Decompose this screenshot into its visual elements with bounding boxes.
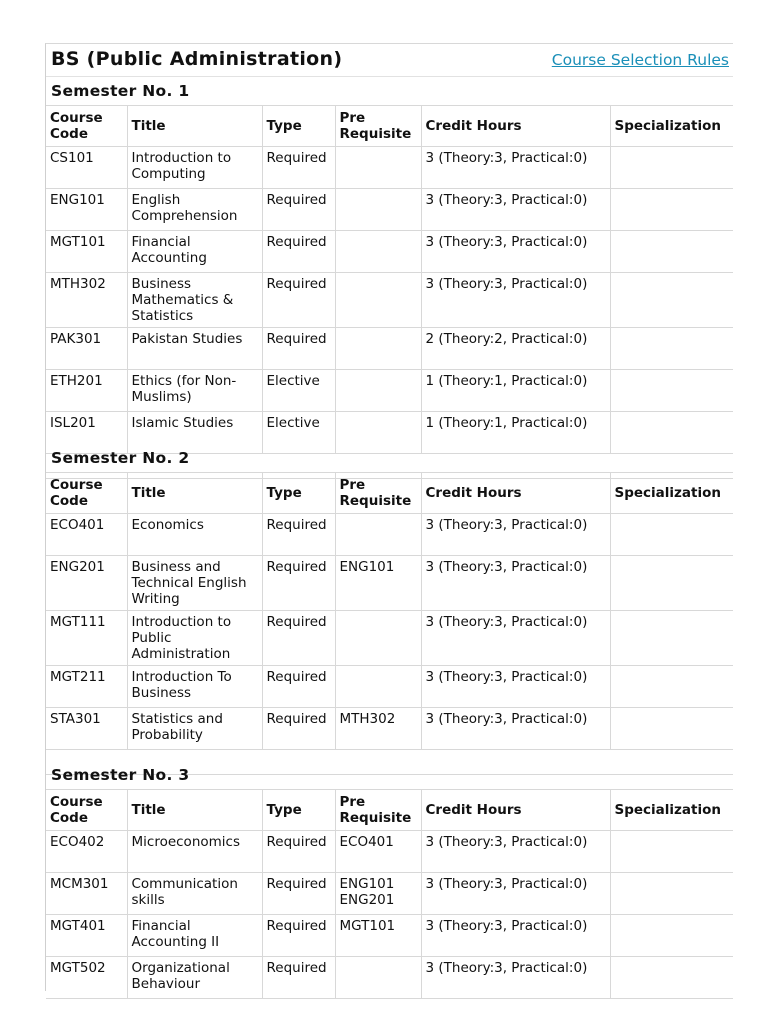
course-code-cell: ENG101 [46, 189, 127, 231]
table-header-row [46, 106, 733, 147]
specialization-cell [610, 708, 733, 750]
column-header: Course Code [46, 790, 127, 831]
table-row [46, 666, 733, 708]
type-cell: Required [262, 957, 335, 999]
column-header: Title [127, 790, 262, 831]
semester-heading [46, 77, 733, 106]
credit-hours-cell: 3 (Theory:3, Practical:0) [421, 514, 610, 556]
credit-hours-cell: 3 (Theory:3, Practical:0) [421, 611, 610, 666]
type-cell: Required [262, 666, 335, 708]
semester-label: Semester No. 2 [51, 449, 190, 467]
table-row [46, 957, 733, 999]
credit-hours-cell: 3 (Theory:3, Practical:0) [421, 915, 610, 957]
semester-block [46, 77, 733, 479]
credit-hours-cell: 3 (Theory:3, Practical:0) [421, 873, 610, 915]
table-row [46, 147, 733, 189]
specialization-cell [610, 873, 733, 915]
course-scheme-sheet [45, 43, 733, 991]
type-cell: Required [262, 611, 335, 666]
prereq-cell [335, 328, 421, 370]
title-cell: Islamic Studies [127, 412, 262, 454]
table-row [46, 273, 733, 328]
prereq-cell: MGT101 [335, 915, 421, 957]
semester-label: Semester No. 3 [51, 766, 190, 784]
title-cell: Economics [127, 514, 262, 556]
semester-block [46, 444, 733, 775]
prereq-cell [335, 370, 421, 412]
specialization-cell [610, 273, 733, 328]
title-cell: Communication skills [127, 873, 262, 915]
type-cell: Required [262, 328, 335, 370]
course-code-cell: STA301 [46, 708, 127, 750]
title-cell: Microeconomics [127, 831, 262, 873]
specialization-cell [610, 514, 733, 556]
column-header: Course Code [46, 106, 127, 147]
credit-hours-cell: 1 (Theory:1, Practical:0) [421, 370, 610, 412]
type-cell: Required [262, 189, 335, 231]
credit-hours-cell: 3 (Theory:3, Practical:0) [421, 831, 610, 873]
type-cell: Required [262, 556, 335, 611]
course-code-cell: MGT502 [46, 957, 127, 999]
column-header: Type [262, 473, 335, 514]
title-row [46, 44, 733, 77]
type-cell: Elective [262, 370, 335, 412]
table-header-row [46, 473, 733, 514]
page-title: BS (Public Administration) [51, 48, 343, 70]
specialization-cell [610, 328, 733, 370]
table-header-row [46, 790, 733, 831]
column-header: Specialization [610, 473, 733, 514]
column-header: Specialization [610, 106, 733, 147]
course-code-cell: ENG201 [46, 556, 127, 611]
table-row [46, 514, 733, 556]
title-cell: Introduction to Public Administration [127, 611, 262, 666]
course-code-cell: PAK301 [46, 328, 127, 370]
title-cell: Introduction To Business [127, 666, 262, 708]
prereq-cell [335, 666, 421, 708]
semester-heading [46, 761, 733, 790]
type-cell: Required [262, 915, 335, 957]
course-table [46, 473, 733, 750]
table-row [46, 328, 733, 370]
specialization-cell [610, 147, 733, 189]
course-table [46, 790, 733, 999]
table-row [46, 708, 733, 750]
table-row [46, 370, 733, 412]
prereq-cell: ENG101 ENG201 [335, 873, 421, 915]
prereq-cell [335, 611, 421, 666]
specialization-cell [610, 611, 733, 666]
course-code-cell: MCM301 [46, 873, 127, 915]
column-header: Pre Requisite [335, 473, 421, 514]
type-cell: Required [262, 231, 335, 273]
title-cell: Business Mathematics & Statistics [127, 273, 262, 328]
type-cell: Required [262, 708, 335, 750]
column-header: Credit Hours [421, 106, 610, 147]
title-cell: Financial Accounting [127, 231, 262, 273]
column-header: Type [262, 106, 335, 147]
column-header: Course Code [46, 473, 127, 514]
title-cell: Statistics and Probability [127, 708, 262, 750]
table-row [46, 189, 733, 231]
specialization-cell [610, 831, 733, 873]
column-header: Pre Requisite [335, 106, 421, 147]
type-cell: Required [262, 147, 335, 189]
title-cell: Business and Technical English Writing [127, 556, 262, 611]
credit-hours-cell: 3 (Theory:3, Practical:0) [421, 708, 610, 750]
course-code-cell: MGT401 [46, 915, 127, 957]
next-row-edge [46, 985, 733, 991]
course-code-cell: CS101 [46, 147, 127, 189]
title-cell: Pakistan Studies [127, 328, 262, 370]
column-header: Credit Hours [421, 473, 610, 514]
specialization-cell [610, 370, 733, 412]
semester-heading [46, 444, 733, 473]
course-selection-rules-link[interactable]: Course Selection Rules [551, 51, 729, 69]
column-header: Title [127, 473, 262, 514]
specialization-cell [610, 189, 733, 231]
credit-hours-cell: 3 (Theory:3, Practical:0) [421, 147, 610, 189]
credit-hours-cell: 3 (Theory:3, Practical:0) [421, 189, 610, 231]
course-code-cell: MGT101 [46, 231, 127, 273]
table-row [46, 915, 733, 957]
type-cell: Required [262, 831, 335, 873]
credit-hours-cell: 3 (Theory:3, Practical:0) [421, 666, 610, 708]
semester-block [46, 761, 733, 999]
title-cell: Introduction to Computing [127, 147, 262, 189]
table-row [46, 873, 733, 915]
prereq-cell [335, 189, 421, 231]
course-code-cell: ISL201 [46, 412, 127, 454]
column-header: Title [127, 106, 262, 147]
prereq-cell: ECO401 [335, 831, 421, 873]
course-code-cell: ECO402 [46, 831, 127, 873]
column-header: Type [262, 790, 335, 831]
table-row [46, 611, 733, 666]
table-row [46, 556, 733, 611]
prereq-cell [335, 147, 421, 189]
specialization-cell [610, 556, 733, 611]
prereq-cell: ENG101 [335, 556, 421, 611]
type-cell: Required [262, 514, 335, 556]
column-header: Pre Requisite [335, 790, 421, 831]
prereq-cell [335, 957, 421, 999]
credit-hours-cell: 2 (Theory:2, Practical:0) [421, 328, 610, 370]
course-code-cell: MGT111 [46, 611, 127, 666]
title-cell: English Comprehension [127, 189, 262, 231]
specialization-cell [610, 915, 733, 957]
course-code-cell: ECO401 [46, 514, 127, 556]
table-row [46, 831, 733, 873]
specialization-cell [610, 666, 733, 708]
credit-hours-cell: 3 (Theory:3, Practical:0) [421, 231, 610, 273]
credit-hours-cell: 1 (Theory:1, Practical:0) [421, 412, 610, 454]
credit-hours-cell: 3 (Theory:3, Practical:0) [421, 556, 610, 611]
type-cell: Required [262, 273, 335, 328]
title-cell: Financial Accounting II [127, 915, 262, 957]
course-code-cell: MTH302 [46, 273, 127, 328]
column-header: Credit Hours [421, 790, 610, 831]
course-table [46, 106, 733, 454]
semester-label: Semester No. 1 [51, 82, 190, 100]
column-header: Specialization [610, 790, 733, 831]
prereq-cell [335, 231, 421, 273]
credit-hours-cell: 3 (Theory:3, Practical:0) [421, 273, 610, 328]
credit-hours-cell: 3 (Theory:3, Practical:0) [421, 957, 610, 999]
table-row [46, 231, 733, 273]
prereq-cell [335, 273, 421, 328]
specialization-cell [610, 231, 733, 273]
title-cell: Organizational Behaviour [127, 957, 262, 999]
prereq-cell [335, 514, 421, 556]
type-cell: Elective [262, 412, 335, 454]
title-cell: Ethics (for Non-Muslims) [127, 370, 262, 412]
type-cell: Required [262, 873, 335, 915]
specialization-cell [610, 957, 733, 999]
course-code-cell: MGT211 [46, 666, 127, 708]
course-code-cell: ETH201 [46, 370, 127, 412]
prereq-cell: MTH302 [335, 708, 421, 750]
